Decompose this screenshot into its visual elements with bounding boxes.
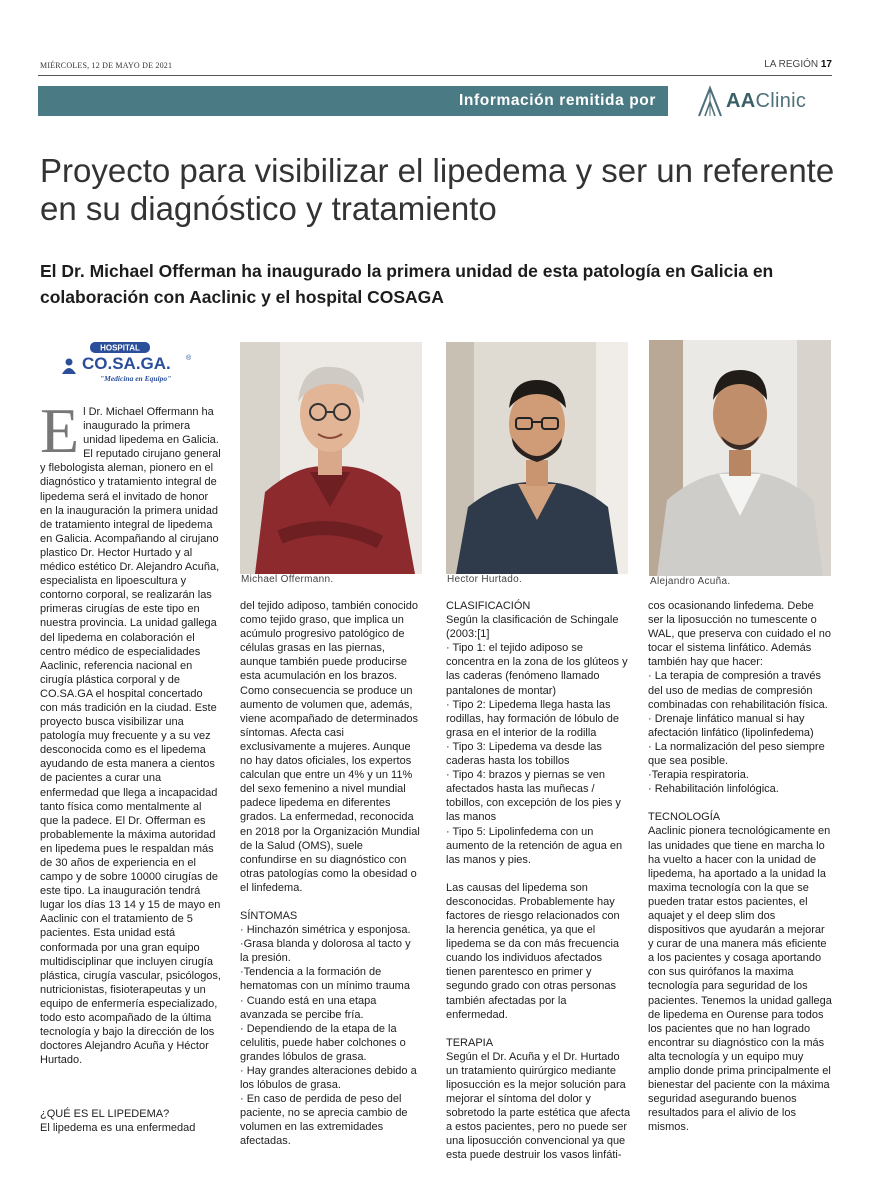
classification-item: · Tipo 2: Lipedema llega hasta las rodillas, hay formación de lóbulo de grasa en el interior de la rodilla	[446, 698, 620, 739]
symptom-item: ·Tendencia a la formación de hematomas con un mínimo trauma	[240, 966, 410, 993]
symptom-item: · Hinchazón simétrica y esponjosa.	[240, 924, 411, 937]
therapy-item: · Drenaje linfático manual si hay afectación linfático (lipolinfedema)	[648, 712, 814, 739]
definition-paragraph: del tejido adiposo, también conocido como tejido graso, que implica un acúmulo progresivo patológico de células grasas en las piernas, aunque también puede producirse esta acumulación en los brazos. Como consecuencia se produce un aumento de volumen que, además, viene acompañado de determinados síntomas. Afecta casi exclusivamente a mujeres. Aunque no hay datos oficiales, los expertos calculan que entre un 4% y un 11% del sexo femenino a nivel mundial padece lipedema en diferentes grados. La enfermedad, reconocida en 2018 por la Organización Mundial de la Salud (OMS), suele confundirse en su diagnóstico con otras patologías como la obesidad o el linfedema.	[240, 600, 420, 894]
caption-hector: Hector Hurtado.	[447, 574, 523, 585]
caption-alejandro: Alejandro Acuña.	[650, 576, 731, 587]
header-rule	[38, 75, 832, 76]
cosaga-logo	[60, 340, 200, 390]
therapy-item: · Rehabilitación linfológica.	[648, 783, 779, 796]
classification-item: · Tipo 1: el tejido adiposo se concentra en la zona de los glúteos y las caderas (fenómeno llamado pantalones de montar)	[446, 642, 628, 697]
sponsor-text: Información remitida por	[459, 92, 656, 109]
section-heading-lipedema: ¿QUÉ ES EL LIPEDEMA?	[40, 1108, 170, 1120]
therapy-continued: cos ocasionando linfedema. Debe ser la liposucción no tumescente o WAL, que preserva con cuidado el no tocar el sistema linfático. Además también hay que hacer:	[648, 600, 832, 669]
cosaga-slogan: "Medicina en Equipo"	[100, 374, 172, 383]
classification-item: · Tipo 5: Lipolinfedema con un aumento de la retención de agua en las manos y pies.	[446, 825, 623, 866]
intro-paragraph: l Dr. Michael Offermann ha inaugurado la primera unidad lipedema en Galicia. El reputado cirujano general y flebologista aleman, pionero en el diagnóstico y tratamiento integral de lipedema será el invitado de honor en la inauguración la primera unidad de tratamiento integral de lipedema en Galicia. Acompañando al cirujano plastico Dr. Hector Hurtado y al médico estético Dr. Alejandro Acuña, especialista en lipoescultura y contorno corporal, se realizarán las primeras cirugías de este tipo en nuestra provincia. La unidad gallega del lipedema en colaboración el centro médico de especialidades Aaclinic, referencia nacional en cirugía plástica corporal y de CO.SA.GA el hospital concertado con más tradición en la ciudad. Este proyecto busca visibilizar una patología muy frecuente y a su vez desconocida como es el lipedema ayudando de esta manera a cientos de pacientes a curar una enfermedad que llega a incapacidad tanto física como mentalmente al que la padece. El Dr. Offerman es probablemente la máxima autoridad en lipedema pues le respaldan más de 30 años de experiencia en el campo y de sobre 10000 cirugías de este tipo. La inauguración tendrá lugar los días 13 14 y 15 de mayo en Aaclinic con el tratamiento de 5 pacientes. Esta unidad está conformada por una gran equipo multidisciplinar que incluyen cirugía plástica, cirugía vascular, psicólogos, nutricionistas, fisioterapeutas y un equipo de enfermería especializado, todo esto acompañado de la última tecnología y bajo la dirección de los doctores Alejandro Acuña y Héctor Hurtado.	[40, 406, 221, 1067]
therapy-paragraph: Según el Dr. Acuña y el Dr. Hurtado un tratamiento quirúrgico mediante liposucción es la mejor solución para mejorar el síntoma del dolor y sobretodo la parte estética que afecta a estos pacientes, pero no puede ser una liposucción convencional ya que esta puede destruir los vasos linfáti-	[446, 1050, 631, 1162]
classification-item: · Tipo 3: Lipedema va desde las caderas hasta los tobillos	[446, 740, 602, 768]
photo-hector-hurtado	[446, 342, 628, 574]
aaclinic-logo-text	[726, 90, 806, 113]
lipedema-paragraph-start: El lipedema es una enfermedad	[40, 1122, 196, 1135]
cosaga-hospital-label: HOSPITAL	[100, 343, 140, 353]
classification-item: · Tipo 4: brazos y piernas se ven afectados hasta las muñecas / tobillos, con excepción de los pies y las manos	[446, 769, 621, 824]
causes-paragraph: Las causas del lipedema son desconocidas. Probablemente hay factores de riesgo relacionados con la herencia genética, ya que el lipedema se da con más frecuencia cuando los individuos afectados tienen parentesco en primer y segundo grado con otras personas también afectadas por la enfermedad.	[446, 881, 620, 1021]
issue-date: MIÉRCOLES, 12 DE MAYO DE 2021	[40, 61, 173, 70]
article-subtitle: El Dr. Michael Offerman ha inaugurado la primera unidad de esta patología en Galicia en colaboración con Aaclinic y el hospital COSAGA	[40, 261, 774, 307]
classification-intro: Según la clasificación de Schingale (2003:[1]	[446, 614, 619, 641]
column-1-tail	[40, 1107, 221, 1135]
therapy-item: · La terapia de compresión a través del uso de medias de compresión combinadas con rehabilitación física.	[648, 670, 828, 711]
therapy-item: ·Terapia respiratoria.	[648, 769, 749, 782]
paper-page	[764, 59, 832, 70]
symptom-item: ·Grasa blanda y dolorosa al tacto y la presión.	[240, 938, 411, 965]
cosaga-name: CO.SA.GA.	[82, 354, 171, 373]
photo-michael-offermann	[240, 342, 422, 574]
symptom-item: · En caso de perdida de peso del paciente, no se aprecia cambio de volumen en las extremidades afectadas.	[240, 1093, 408, 1148]
symptom-item: · Hay grandes alteraciones debido a los lóbulos de grasa.	[240, 1065, 417, 1092]
logo-aa: AA	[726, 90, 756, 112]
technology-paragraph: Aaclinic pionera tecnológicamente en las unidades que tiene en marcha lo ha vuelto a hacer con la unidad de lipedema, ha aportado a la unidad la maxima tecnología con la que se pueden tratar estos pacientes, el aquajet y el deep slim dos dispositivos que ayudarán a mejorar y curar de una manera más eficiente a los pacientes y cosaga aportando con sus quirófanos la maxima tecnología para seguridad de los pacientes. Tenemos la unidad gallega de lipedema en Ourense para todos los pacientes que no han logrado encontrar su diagnóstico con la más alta tecnología y un equipo muy amplio donde prima principalmente el bienestar del paciente con la máxima seguridad asegurando buenos resultados para el alivio de los mismos.	[648, 825, 832, 1134]
symptom-item: · Dependiendo de la etapa de la celulitis, puede haber colchones o grandes lóbulos de grasa.	[240, 1022, 406, 1063]
column-3	[446, 599, 631, 1163]
section-heading-clasificacion: CLASIFICACIÓN	[446, 600, 531, 612]
section-heading-tecnologia: TECNOLOGÍA	[648, 811, 721, 824]
logo-clinic: Clinic	[755, 90, 807, 112]
sponsor-band	[38, 86, 668, 116]
column-4	[648, 599, 832, 1134]
paper-name: LA REGIÓN	[764, 59, 819, 70]
therapy-item: · La normalización del peso siempre que sea posible.	[648, 740, 825, 768]
article-title: Proyecto para visibilizar el lipedema y ser un referente en su diagnóstico y tratamiento	[40, 152, 835, 227]
cosaga-registered: ®	[186, 355, 192, 362]
photo-alejandro-acuna	[649, 340, 831, 576]
portrait-illustration-2	[446, 342, 628, 574]
caption-michael: Michael Offermann.	[241, 574, 334, 585]
portrait-illustration-1	[240, 342, 422, 574]
drop-cap: E	[40, 395, 80, 466]
page-number: 17	[820, 59, 832, 70]
column-2	[240, 599, 422, 1149]
column-1	[40, 395, 221, 1067]
section-heading-sintomas: SÍNTOMAS	[240, 909, 298, 922]
section-heading-terapia: TERAPIA	[446, 1036, 494, 1049]
symptom-item: · Cuando está en una etapa avanzada se percibe fría.	[240, 994, 377, 1021]
portrait-illustration-3	[649, 340, 831, 576]
